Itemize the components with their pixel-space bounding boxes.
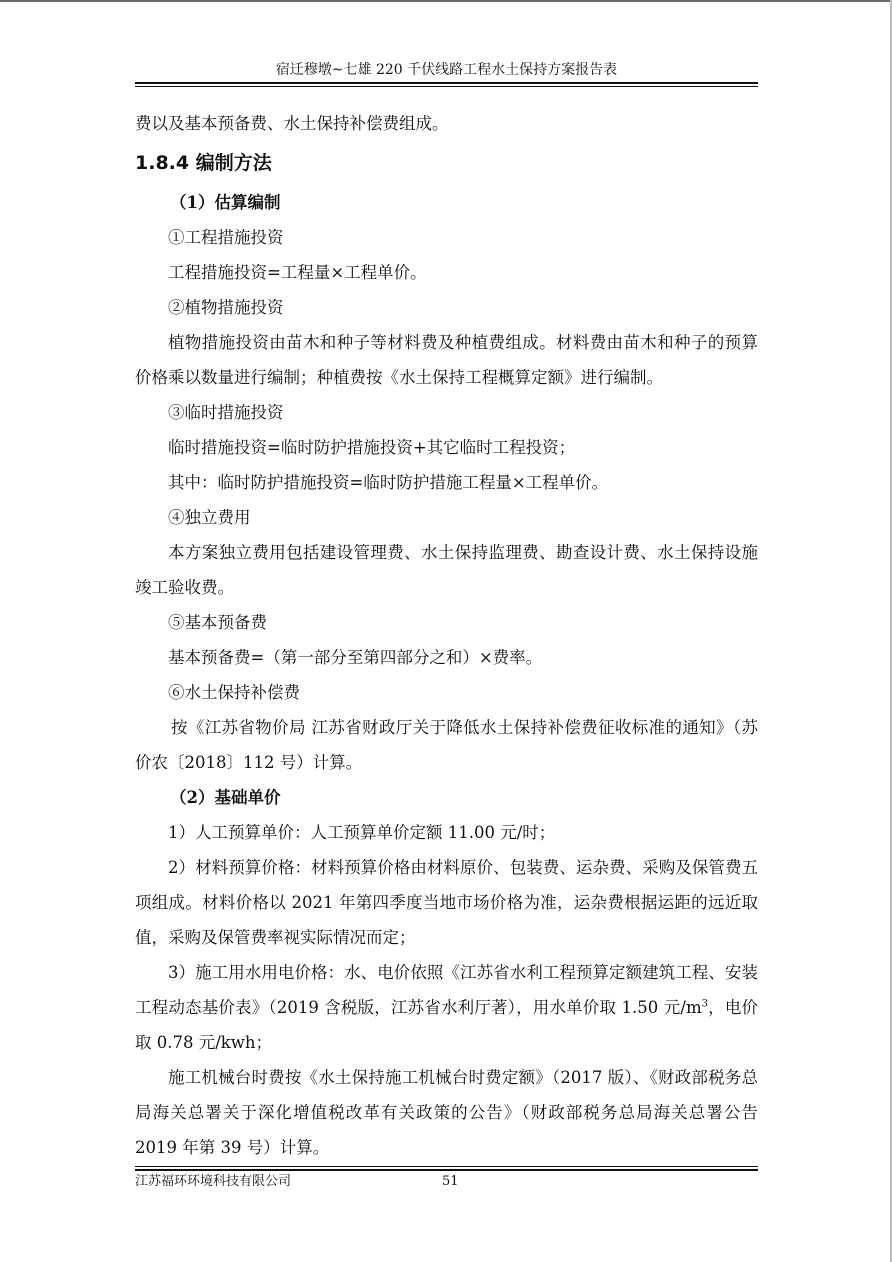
item-text: 工程措施投资=工程量×工程单价。 bbox=[168, 263, 427, 282]
page-header: 宿迁穆墩~七雄 220 千伏线路工程水土保持方案报告表 bbox=[275, 62, 618, 78]
continuation-paragraph: 费以及基本预备费、水土保持补偿费组成。 bbox=[135, 114, 449, 133]
scan-top-border bbox=[0, 0, 892, 2]
superscript: 3 bbox=[701, 998, 708, 1010]
page-body bbox=[135, 106, 758, 1165]
price-item bbox=[135, 955, 758, 1060]
subsection-estimate: （1）估算编制 bbox=[170, 193, 281, 212]
price-text: ，电价取 0.78 元/kwh； bbox=[135, 998, 759, 1052]
footer-rule-thin bbox=[135, 1166, 758, 1167]
item-text: 本方案独立费用包括建设管理费、水土保持监理费、勘查设计费、水土保持设施竣工验收费。 bbox=[135, 543, 758, 597]
footer-company: 江苏福环环境科技有限公司 bbox=[135, 1174, 292, 1189]
item-title: ⑤基本预备费 bbox=[168, 613, 267, 632]
price-item: 1）人工预算单价：人工预算单价定额 11.00 元/时； bbox=[168, 823, 556, 842]
price-item: 2）材料预算价格：材料预算价格由材料原价、包装费、运杂费、采购及保管费五项组成。材料价格以 2021 年第四季度当地市场价格为准，运杂费根据运距的远近取值，采购及保管费率视实际情况而定； bbox=[135, 858, 758, 947]
footer-rule bbox=[135, 1169, 758, 1171]
item-title: ①工程措施投资 bbox=[168, 228, 284, 247]
item-title: ⑥水土保持补偿费 bbox=[168, 683, 300, 702]
item-text: 临时措施投资=临时防护措施投资+其它临时工程投资； bbox=[168, 438, 576, 457]
item-text: 基本预备费=（第一部分至第四部分之和）×费率。 bbox=[168, 648, 543, 667]
header-rule bbox=[135, 82, 758, 84]
item-text: 其中：临时防护措施投资=临时防护措施工程量×工程单价。 bbox=[168, 473, 609, 492]
item-title: ③临时措施投资 bbox=[168, 403, 284, 422]
header-rule-thin bbox=[135, 86, 758, 87]
machine-paragraph: 施工机械台时费按《水土保持施工机械台时费定额》（2017 版）、《财政部税务总局海关总署关于深化增值税改革有关政策的公告》（财政部税务总局海关总署公告 2019 年第 39 号）计算。 bbox=[135, 1068, 758, 1157]
item-text: 植物措施投资由苗木和种子等材料费及种植费组成。材料费由苗木和种子的预算价格乘以数量进行编制；种植费按《水土保持工程概算定额》进行编制。 bbox=[135, 333, 758, 387]
item-title: ④独立费用 bbox=[168, 508, 251, 527]
section-heading: 1.8.4 编制方法 bbox=[135, 152, 272, 174]
price-text: 3）施工用水用电价格：水、电价依照《江苏省水利工程预算定额建筑工程、安装工程动态基价表》（2019 含税版，江苏省水利厅著），用水单价取 1.50 元/m bbox=[135, 963, 758, 1017]
item-text: 按《江苏省物价局 江苏省财政厅关于降低水土保持补偿费征收标准的通知》（苏价农〔2018〕112 号）计算。 bbox=[135, 718, 758, 772]
item-title: ②植物措施投资 bbox=[168, 298, 284, 317]
subsection-unit-price: （2）基础单价 bbox=[170, 788, 281, 807]
page-number: 51 bbox=[442, 1174, 459, 1189]
